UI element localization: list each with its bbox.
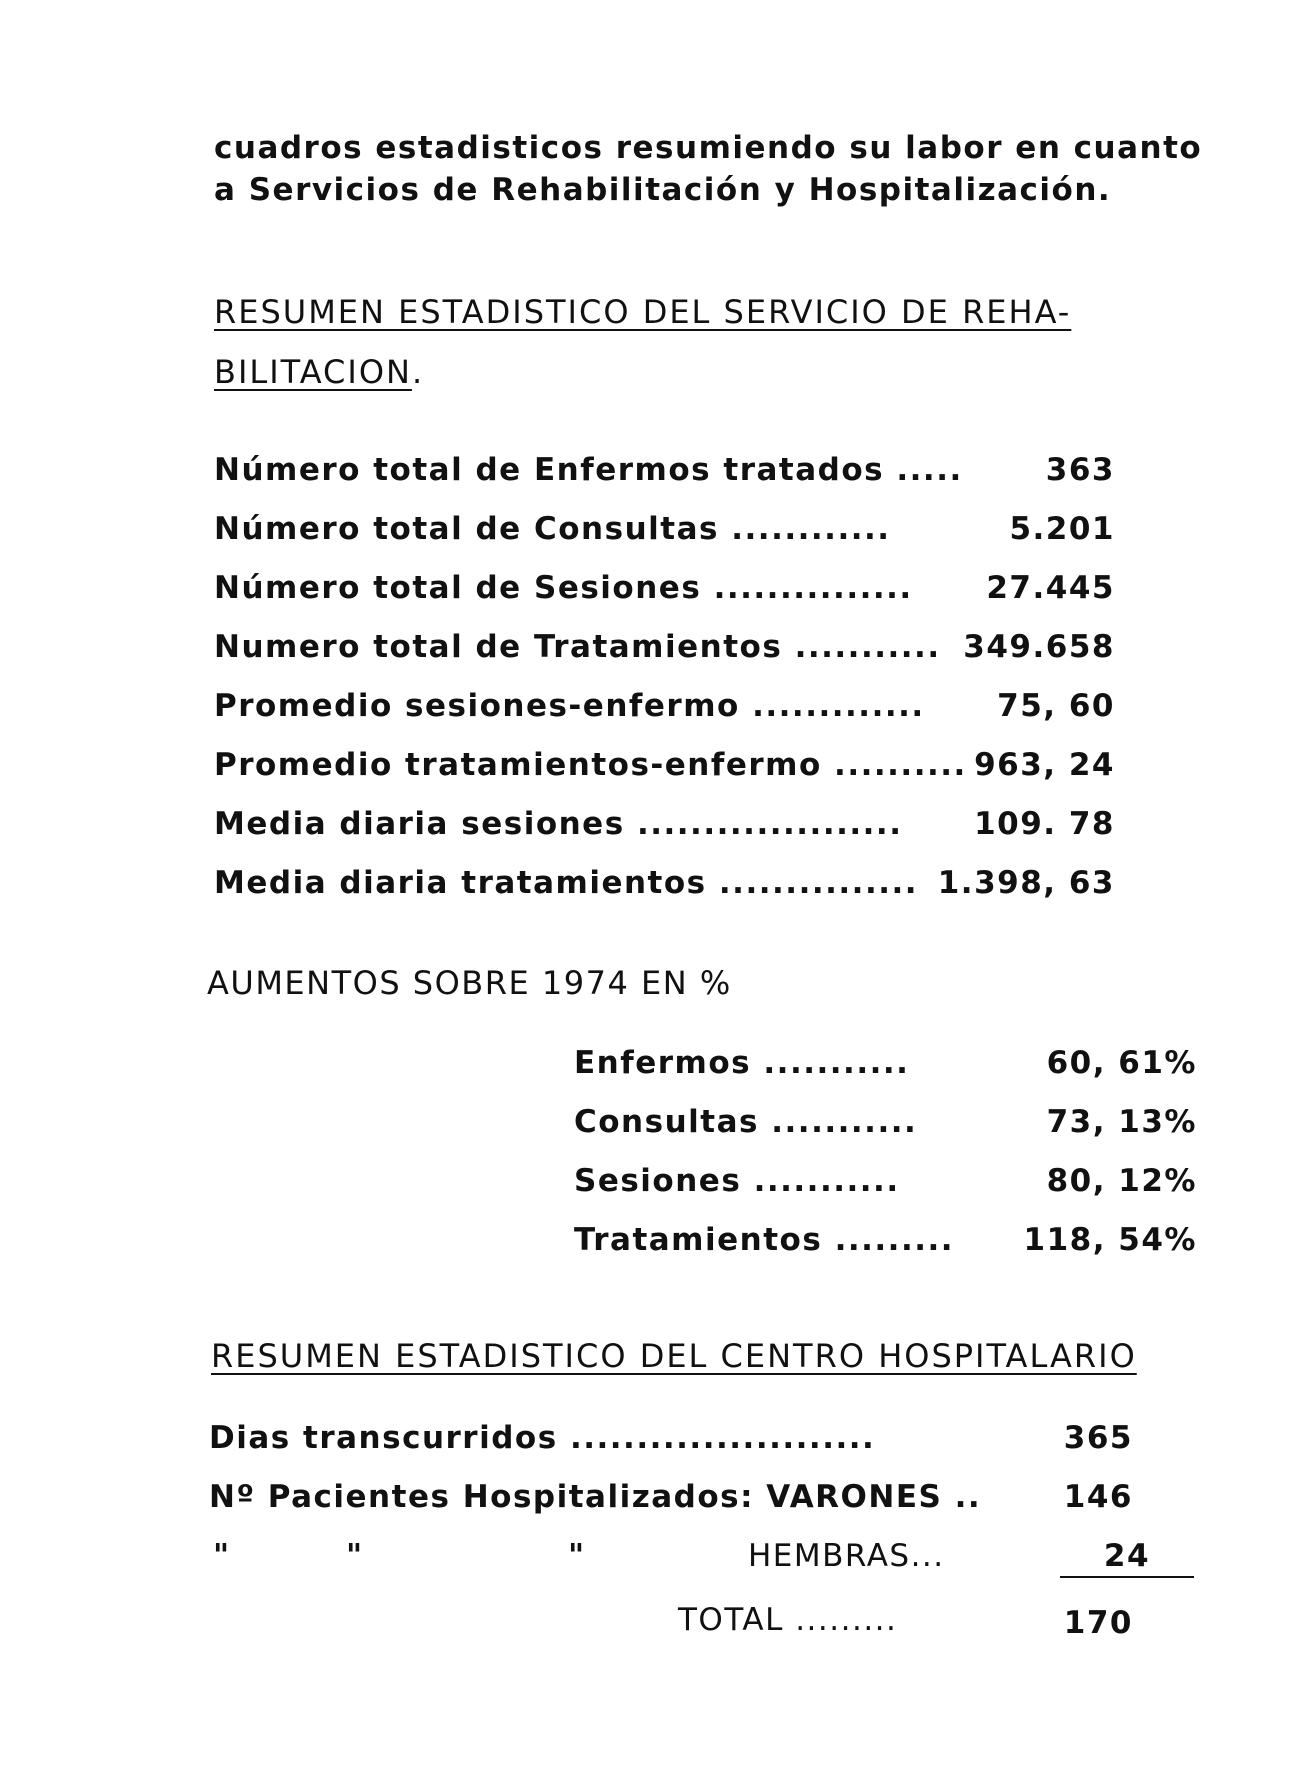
- ditto-mark: ": [568, 1538, 586, 1574]
- increase-row-value: 73, 13%: [1046, 1104, 1197, 1140]
- rehab-row-label: Numero total de Tratamientos ...........: [214, 629, 941, 665]
- increase-row-label: Consultas ...........: [574, 1104, 918, 1140]
- rehab-row-label: Número total de Enfermos tratados .....: [214, 452, 963, 488]
- increase-row-value: 60, 61%: [1046, 1045, 1197, 1081]
- hospital-row-label: Nº Pacientes Hospitalizados: VARONES ..: [209, 1479, 982, 1515]
- ditto-mark: ": [213, 1538, 231, 1574]
- rehab-row-value: 109. 78: [974, 806, 1115, 842]
- rehab-row-label: Promedio tratamientos-enfermo ..........: [214, 747, 967, 783]
- rehab-row-label: Promedio sesiones-enfermo .............: [214, 688, 925, 724]
- rehab-row-label: Media diaria tratamientos ...............: [214, 865, 919, 901]
- rehab-row-label: Número total de Sesiones ...............: [214, 570, 913, 606]
- hospital-row-label: Dias transcurridos .......................: [209, 1420, 876, 1456]
- rehab-row-value: 27.445: [986, 570, 1115, 606]
- total-value: 170: [1063, 1605, 1133, 1641]
- rehab-row-value: 363: [1045, 452, 1115, 488]
- rehab-row-value: 5.201: [1009, 511, 1115, 547]
- hospital-row-value: 146: [1063, 1479, 1133, 1515]
- rehab-row-label: Media diaria sesiones ....................: [214, 806, 903, 842]
- increase-row-label: Tratamientos .........: [574, 1222, 955, 1258]
- increase-row-value: 80, 12%: [1046, 1163, 1197, 1199]
- hospital-heading: RESUMEN ESTADISTICO DEL CENTRO HOSPITALARIO: [211, 1337, 1137, 1375]
- rehab-row-label: Número total de Consultas ............: [214, 511, 891, 547]
- total-label: TOTAL .........: [678, 1602, 898, 1638]
- hospital-row-value: 365: [1063, 1420, 1133, 1456]
- females-label: HEMBRAS...: [748, 1538, 945, 1574]
- increase-row-label: Sesiones ...........: [574, 1163, 900, 1199]
- rehab-heading-line-2-wrap: [214, 352, 424, 393]
- intro-line-1: cuadros estadisticos resumiendo su labor en cuanto: [214, 130, 1203, 166]
- rehab-row-value: 963, 24: [974, 747, 1115, 783]
- increases-heading: AUMENTOS SOBRE 1974 EN %: [207, 964, 732, 1002]
- rehab-heading-line-1: RESUMEN ESTADISTICO DEL SERVICIO DE REHA-: [214, 293, 1072, 331]
- increase-row-value: 118, 54%: [1023, 1222, 1197, 1258]
- increase-row-label: Enfermos ...........: [574, 1045, 910, 1081]
- rehab-row-value: 75, 60: [997, 688, 1115, 724]
- rehab-row-value: 349.658: [963, 629, 1115, 665]
- rehab-heading-line-2: BILITACION: [214, 353, 412, 391]
- rehab-row-value: 1.398, 63: [937, 865, 1115, 901]
- females-value: 24: [1060, 1536, 1194, 1578]
- intro-line-2: a Servicios de Rehabilitación y Hospitalización.: [214, 172, 1112, 208]
- ditto-mark: ": [346, 1538, 364, 1574]
- rehab-heading-suffix: .: [411, 353, 424, 391]
